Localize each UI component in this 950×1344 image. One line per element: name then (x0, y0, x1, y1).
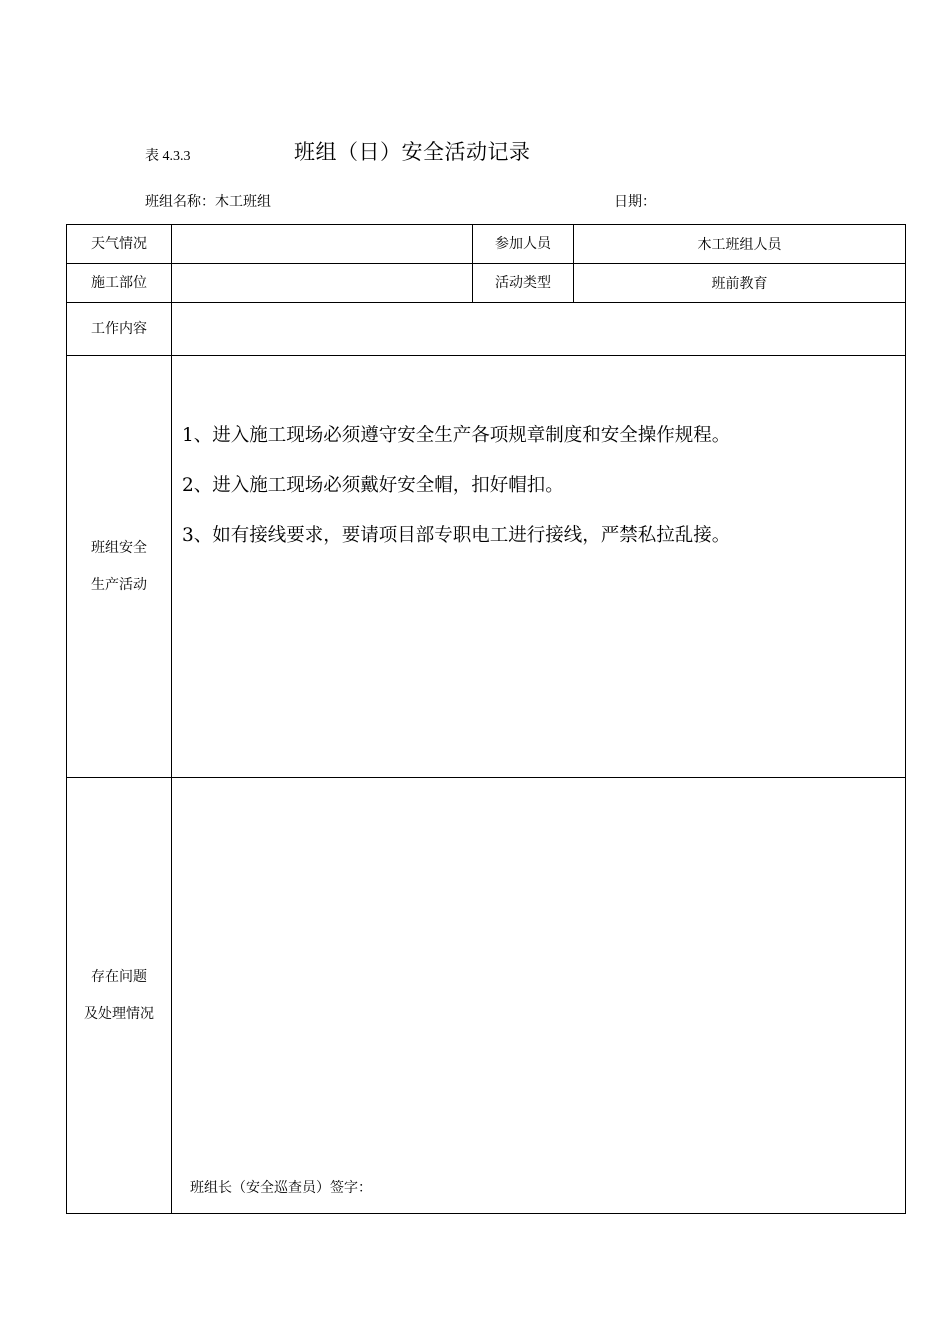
table-row (67, 225, 906, 264)
list-item: 3、如有接线要求，要请项目部专职电工进行接线，严禁私拉乱接。 (182, 525, 731, 546)
work-content-label: 工作内容 (67, 303, 172, 356)
table-row (67, 303, 906, 356)
site-value[interactable] (172, 264, 473, 303)
activity-type-label: 活动类型 (473, 264, 574, 303)
activity-type-value[interactable]: 班前教育 (574, 264, 906, 303)
issues-content[interactable] (172, 778, 906, 1214)
participants-label: 参加人员 (473, 225, 574, 264)
site-label: 施工部位 (67, 264, 172, 303)
safety-activity-label (67, 356, 172, 778)
safety-items-list (182, 411, 905, 561)
issues-label-line1: 存在问题 (91, 968, 147, 985)
date-label: 日期： (614, 194, 656, 210)
list-item: 1、进入施工现场必须遵守安全生产各项规章制度和安全操作规程。 (182, 425, 731, 446)
issues-label-line2: 及处理情况 (84, 1005, 154, 1022)
weather-value[interactable] (172, 225, 473, 264)
issues-label (67, 778, 172, 1214)
table-row (67, 264, 906, 303)
participants-value[interactable]: 木工班组人员 (574, 225, 906, 264)
safety-activity-label-line1: 班组安全 (91, 539, 147, 556)
signature-label: 班组长（安全巡查员）签字： (190, 1180, 372, 1196)
safety-activity-content[interactable] (172, 356, 906, 778)
safety-activity-label-line2: 生产活动 (91, 576, 147, 593)
table-number: 表 4.3.3 (145, 149, 191, 164)
weather-label: 天气情况 (67, 225, 172, 264)
work-content-value[interactable] (172, 303, 906, 356)
page-title: 班组（日）安全活动记录 (294, 140, 531, 164)
activity-record-table (66, 224, 906, 1214)
table-row (67, 778, 906, 1214)
team-name: 班组名称：木工班组 (145, 194, 271, 210)
list-item: 2、进入施工现场必须戴好安全帽，扣好帽扣。 (182, 475, 564, 496)
table-row (67, 356, 906, 778)
